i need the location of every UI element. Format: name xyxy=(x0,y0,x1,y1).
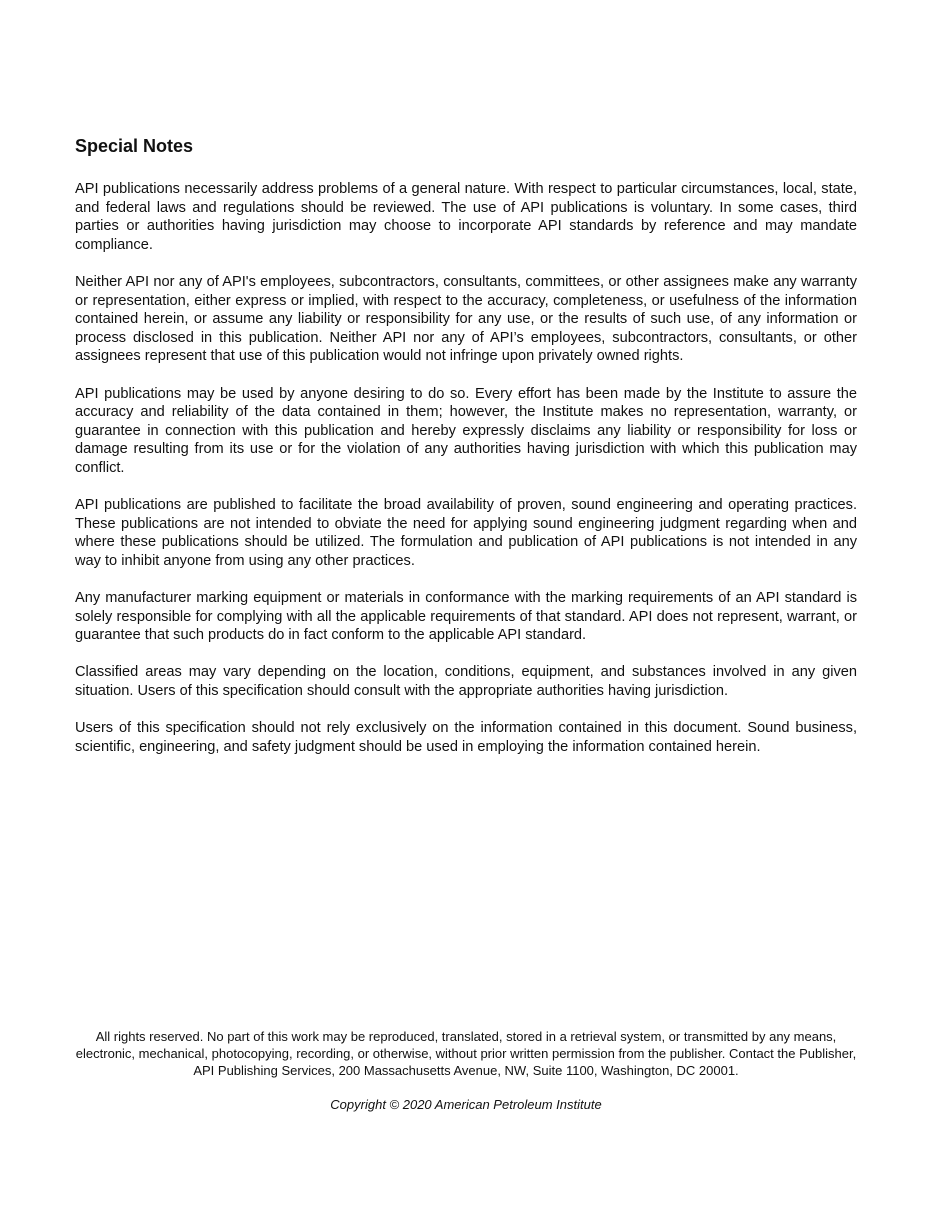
paragraph-manufacturer-marking: Any manufacturer marking equipment or materials in conformance with the marking requirements of an API standard is solely responsible for complying with all the applicable requirements of that standard. API does not represent, warrant, or guarantee that such products do in fact conform to the applicable API standard. xyxy=(75,590,857,644)
paragraph-user-judgment: Users of this specification should not rely exclusively on the information contained in this document. Sound business, scientific, engineering, and safety judgment should be used in employing the information contained herein. xyxy=(75,720,857,755)
paragraph-engineering-practices: API publications are published to facilitate the broad availability of proven, sound engineering and operating practices. These publications are not intended to obviate the need for applying sound engineering judgment regarding when and where these publications should be utilized. The formulation and publication of API publications is not intended in any way to inhibit anyone from using any other practices. xyxy=(75,497,857,569)
paragraph-classified-areas: Classified areas may vary depending on the location, conditions, equipment, and substances involved in any given situation. Users of this specification should consult with the appropriate authorities having jurisdiction. xyxy=(75,664,857,700)
rights-reserved-notice: All rights reserved. No part of this work may be reproduced, translated, stored in a retrieval system, or transmitted by any means, electronic, mechanical, photocopying, recording, or otherwise, without prior written permission from the publisher. Contact the Publisher, API Publishing Services, 200 Massachusetts Avenue, NW, Suite 1100, Washington, DC 20001. xyxy=(75,1029,857,1078)
page-title: Special Notes xyxy=(75,136,194,156)
paragraph-general-nature: API publications necessarily address problems of a general nature. With respect to particular circumstances, local, state, and federal laws and regulations should be reviewed. The use of API publications is voluntary. In some cases, third parties or authorities having jurisdiction may choose to incorporate API standards by reference and may mandate compliance. xyxy=(75,181,857,253)
copyright-notice: Copyright © 2020 American Petroleum Institute xyxy=(330,1097,602,1113)
page-footer xyxy=(75,1029,857,1113)
special-notes-section xyxy=(75,134,857,775)
paragraph-usage-liability: API publications may be used by anyone desiring to do so. Every effort has been made by the Institute to assure the accuracy and reliability of the data contained in them; however, the Institute makes no representation, warranty, or guarantee in connection with this publication and hereby expressly disclaims any liability or responsibility for loss or damage resulting from its use or for the violation of any authorities having jurisdiction with which this publication may conflict. xyxy=(75,385,857,476)
paragraph-warranty-disclaimer: Neither API nor any of API's employees, subcontractors, consultants, committees, or other assignees make any warranty or representation, either express or implied, with respect to the accuracy, completeness, or usefulness of the information contained herein, or assume any liability or responsibility for any use, or the results of such use, of any information or process disclosed in this publication. Neither API nor any of API’s employees, subcontractors, consultants, or other assignees represent that use of this publication would not infringe upon privately owned rights. xyxy=(75,273,857,365)
